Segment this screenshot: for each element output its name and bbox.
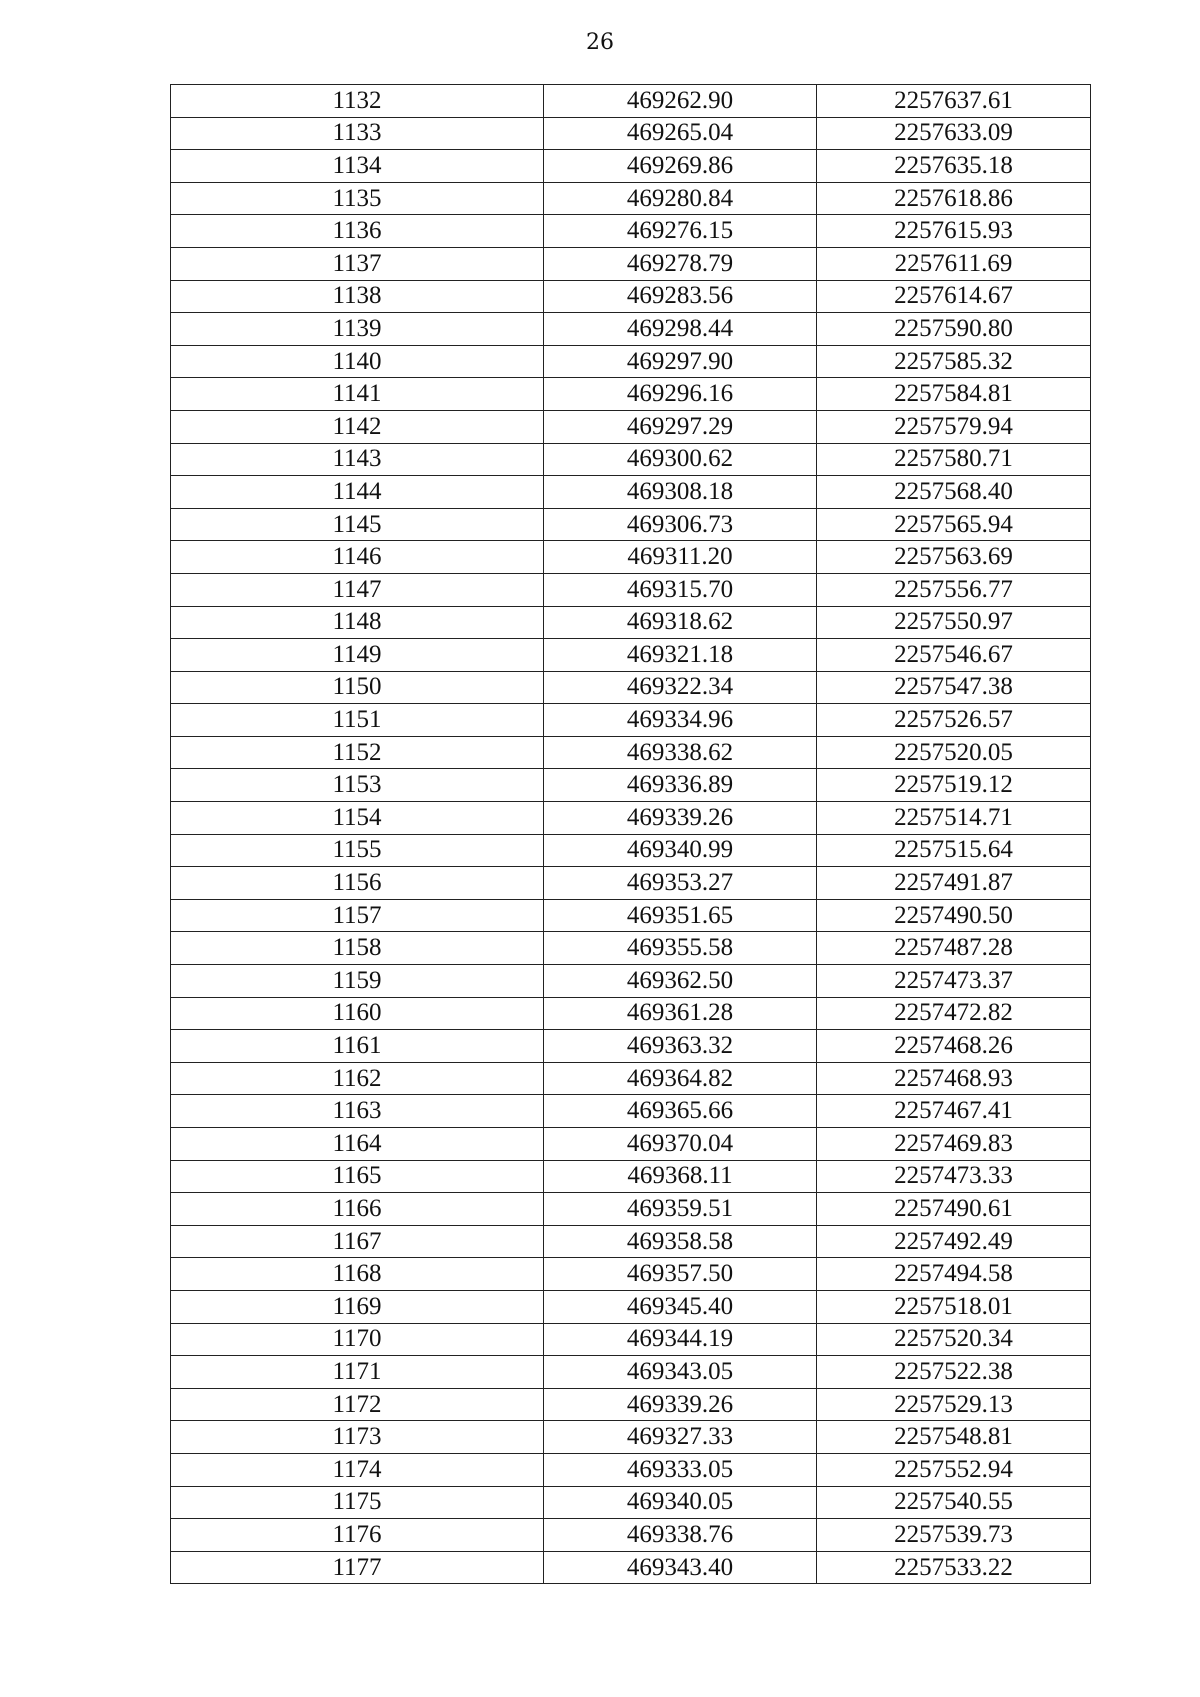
x-coordinate-cell: 469358.58 — [544, 1225, 817, 1258]
table-row — [171, 997, 1091, 1030]
table-row — [171, 639, 1091, 672]
x-coordinate-cell: 469351.65 — [544, 899, 817, 932]
table-row — [171, 736, 1091, 769]
table-row — [171, 769, 1091, 802]
x-coordinate-cell: 469306.73 — [544, 508, 817, 541]
y-coordinate-cell: 2257515.64 — [817, 834, 1091, 867]
table-row — [171, 508, 1091, 541]
point-number-cell: 1163 — [171, 1095, 544, 1128]
x-coordinate-cell: 469339.26 — [544, 1388, 817, 1421]
point-number-cell: 1144 — [171, 476, 544, 509]
table-row — [171, 1062, 1091, 1095]
y-coordinate-cell: 2257473.37 — [817, 965, 1091, 998]
y-coordinate-cell: 2257469.83 — [817, 1128, 1091, 1161]
x-coordinate-cell: 469345.40 — [544, 1290, 817, 1323]
y-coordinate-cell: 2257514.71 — [817, 802, 1091, 835]
table-row — [171, 215, 1091, 248]
coordinates-table — [170, 84, 1091, 1584]
table-row — [171, 1453, 1091, 1486]
page-number: 26 — [586, 30, 614, 55]
table-row — [171, 1030, 1091, 1063]
point-number-cell: 1151 — [171, 704, 544, 737]
x-coordinate-cell: 469339.26 — [544, 802, 817, 835]
point-number-cell: 1133 — [171, 117, 544, 150]
table-row — [171, 182, 1091, 215]
y-coordinate-cell: 2257492.49 — [817, 1225, 1091, 1258]
y-coordinate-cell: 2257533.22 — [817, 1551, 1091, 1584]
coordinates-table-body — [171, 85, 1091, 1584]
y-coordinate-cell: 2257540.55 — [817, 1486, 1091, 1519]
y-coordinate-cell: 2257637.61 — [817, 85, 1091, 118]
x-coordinate-cell: 469363.32 — [544, 1030, 817, 1063]
y-coordinate-cell: 2257580.71 — [817, 443, 1091, 476]
point-number-cell: 1162 — [171, 1062, 544, 1095]
y-coordinate-cell: 2257473.33 — [817, 1160, 1091, 1193]
y-coordinate-cell: 2257546.67 — [817, 639, 1091, 672]
point-number-cell: 1136 — [171, 215, 544, 248]
table-row — [171, 85, 1091, 118]
point-number-cell: 1161 — [171, 1030, 544, 1063]
y-coordinate-cell: 2257518.01 — [817, 1290, 1091, 1323]
x-coordinate-cell: 469280.84 — [544, 182, 817, 215]
y-coordinate-cell: 2257520.05 — [817, 736, 1091, 769]
x-coordinate-cell: 469269.86 — [544, 150, 817, 183]
point-number-cell: 1153 — [171, 769, 544, 802]
x-coordinate-cell: 469343.05 — [544, 1356, 817, 1389]
point-number-cell: 1173 — [171, 1421, 544, 1454]
y-coordinate-cell: 2257490.50 — [817, 899, 1091, 932]
table-row — [171, 899, 1091, 932]
point-number-cell: 1132 — [171, 85, 544, 118]
point-number-cell: 1145 — [171, 508, 544, 541]
y-coordinate-cell: 2257565.94 — [817, 508, 1091, 541]
point-number-cell: 1170 — [171, 1323, 544, 1356]
y-coordinate-cell: 2257472.82 — [817, 997, 1091, 1030]
table-row — [171, 1225, 1091, 1258]
table-row — [171, 932, 1091, 965]
table-row — [171, 1290, 1091, 1323]
point-number-cell: 1156 — [171, 867, 544, 900]
x-coordinate-cell: 469336.89 — [544, 769, 817, 802]
x-coordinate-cell: 469344.19 — [544, 1323, 817, 1356]
point-number-cell: 1139 — [171, 313, 544, 346]
point-number-cell: 1150 — [171, 671, 544, 704]
table-row — [171, 1388, 1091, 1421]
table-row — [171, 1128, 1091, 1161]
x-coordinate-cell: 469340.99 — [544, 834, 817, 867]
table-row — [171, 280, 1091, 313]
table-row — [171, 1160, 1091, 1193]
point-number-cell: 1147 — [171, 573, 544, 606]
x-coordinate-cell: 469283.56 — [544, 280, 817, 313]
point-number-cell: 1141 — [171, 378, 544, 411]
point-number-cell: 1157 — [171, 899, 544, 932]
point-number-cell: 1167 — [171, 1225, 544, 1258]
x-coordinate-cell: 469311.20 — [544, 541, 817, 574]
x-coordinate-cell: 469262.90 — [544, 85, 817, 118]
x-coordinate-cell: 469278.79 — [544, 247, 817, 280]
table-row — [171, 541, 1091, 574]
y-coordinate-cell: 2257490.61 — [817, 1193, 1091, 1226]
point-number-cell: 1160 — [171, 997, 544, 1030]
table-row — [171, 671, 1091, 704]
y-coordinate-cell: 2257487.28 — [817, 932, 1091, 965]
x-coordinate-cell: 469353.27 — [544, 867, 817, 900]
y-coordinate-cell: 2257468.93 — [817, 1062, 1091, 1095]
point-number-cell: 1159 — [171, 965, 544, 998]
x-coordinate-cell: 469321.18 — [544, 639, 817, 672]
y-coordinate-cell: 2257467.41 — [817, 1095, 1091, 1128]
point-number-cell: 1169 — [171, 1290, 544, 1323]
point-number-cell: 1138 — [171, 280, 544, 313]
x-coordinate-cell: 469298.44 — [544, 313, 817, 346]
x-coordinate-cell: 469333.05 — [544, 1453, 817, 1486]
x-coordinate-cell: 469297.90 — [544, 345, 817, 378]
point-number-cell: 1164 — [171, 1128, 544, 1161]
y-coordinate-cell: 2257563.69 — [817, 541, 1091, 574]
x-coordinate-cell: 469318.62 — [544, 606, 817, 639]
table-row — [171, 1486, 1091, 1519]
x-coordinate-cell: 469362.50 — [544, 965, 817, 998]
point-number-cell: 1158 — [171, 932, 544, 965]
table-row — [171, 573, 1091, 606]
table-row — [171, 1193, 1091, 1226]
point-number-cell: 1168 — [171, 1258, 544, 1291]
table-row — [171, 867, 1091, 900]
point-number-cell: 1155 — [171, 834, 544, 867]
table-row — [171, 965, 1091, 998]
y-coordinate-cell: 2257568.40 — [817, 476, 1091, 509]
x-coordinate-cell: 469338.62 — [544, 736, 817, 769]
table-row — [171, 704, 1091, 737]
y-coordinate-cell: 2257552.94 — [817, 1453, 1091, 1486]
point-number-cell: 1166 — [171, 1193, 544, 1226]
x-coordinate-cell: 469355.58 — [544, 932, 817, 965]
table-row — [171, 443, 1091, 476]
x-coordinate-cell: 469327.33 — [544, 1421, 817, 1454]
table-row — [171, 1551, 1091, 1584]
y-coordinate-cell: 2257611.69 — [817, 247, 1091, 280]
x-coordinate-cell: 469359.51 — [544, 1193, 817, 1226]
point-number-cell: 1137 — [171, 247, 544, 280]
point-number-cell: 1135 — [171, 182, 544, 215]
point-number-cell: 1142 — [171, 410, 544, 443]
x-coordinate-cell: 469340.05 — [544, 1486, 817, 1519]
point-number-cell: 1148 — [171, 606, 544, 639]
point-number-cell: 1177 — [171, 1551, 544, 1584]
point-number-cell: 1171 — [171, 1356, 544, 1389]
y-coordinate-cell: 2257468.26 — [817, 1030, 1091, 1063]
table-row — [171, 345, 1091, 378]
x-coordinate-cell: 469276.15 — [544, 215, 817, 248]
y-coordinate-cell: 2257494.58 — [817, 1258, 1091, 1291]
y-coordinate-cell: 2257584.81 — [817, 378, 1091, 411]
y-coordinate-cell: 2257529.13 — [817, 1388, 1091, 1421]
point-number-cell: 1152 — [171, 736, 544, 769]
point-number-cell: 1172 — [171, 1388, 544, 1421]
table-row — [171, 410, 1091, 443]
table-row — [171, 1095, 1091, 1128]
table-row — [171, 378, 1091, 411]
table-row — [171, 247, 1091, 280]
y-coordinate-cell: 2257579.94 — [817, 410, 1091, 443]
table-row — [171, 476, 1091, 509]
x-coordinate-cell: 469338.76 — [544, 1519, 817, 1552]
table-row — [171, 834, 1091, 867]
point-number-cell: 1174 — [171, 1453, 544, 1486]
x-coordinate-cell: 469368.11 — [544, 1160, 817, 1193]
point-number-cell: 1146 — [171, 541, 544, 574]
y-coordinate-cell: 2257548.81 — [817, 1421, 1091, 1454]
x-coordinate-cell: 469297.29 — [544, 410, 817, 443]
table-row — [171, 117, 1091, 150]
table-row — [171, 606, 1091, 639]
y-coordinate-cell: 2257522.38 — [817, 1356, 1091, 1389]
y-coordinate-cell: 2257519.12 — [817, 769, 1091, 802]
y-coordinate-cell: 2257614.67 — [817, 280, 1091, 313]
x-coordinate-cell: 469315.70 — [544, 573, 817, 606]
x-coordinate-cell: 469365.66 — [544, 1095, 817, 1128]
y-coordinate-cell: 2257618.86 — [817, 182, 1091, 215]
x-coordinate-cell: 469364.82 — [544, 1062, 817, 1095]
point-number-cell: 1149 — [171, 639, 544, 672]
y-coordinate-cell: 2257547.38 — [817, 671, 1091, 704]
y-coordinate-cell: 2257585.32 — [817, 345, 1091, 378]
table-row — [171, 1323, 1091, 1356]
x-coordinate-cell: 469296.16 — [544, 378, 817, 411]
y-coordinate-cell: 2257590.80 — [817, 313, 1091, 346]
table-row — [171, 1258, 1091, 1291]
y-coordinate-cell: 2257539.73 — [817, 1519, 1091, 1552]
table-row — [171, 802, 1091, 835]
point-number-cell: 1165 — [171, 1160, 544, 1193]
x-coordinate-cell: 469322.34 — [544, 671, 817, 704]
x-coordinate-cell: 469370.04 — [544, 1128, 817, 1161]
table-row — [171, 1421, 1091, 1454]
table-row — [171, 1519, 1091, 1552]
x-coordinate-cell: 469343.40 — [544, 1551, 817, 1584]
x-coordinate-cell: 469308.18 — [544, 476, 817, 509]
table-row — [171, 313, 1091, 346]
x-coordinate-cell: 469265.04 — [544, 117, 817, 150]
y-coordinate-cell: 2257633.09 — [817, 117, 1091, 150]
table-row — [171, 150, 1091, 183]
y-coordinate-cell: 2257550.97 — [817, 606, 1091, 639]
y-coordinate-cell: 2257526.57 — [817, 704, 1091, 737]
x-coordinate-cell: 469334.96 — [544, 704, 817, 737]
y-coordinate-cell: 2257491.87 — [817, 867, 1091, 900]
y-coordinate-cell: 2257635.18 — [817, 150, 1091, 183]
y-coordinate-cell: 2257520.34 — [817, 1323, 1091, 1356]
x-coordinate-cell: 469300.62 — [544, 443, 817, 476]
point-number-cell: 1140 — [171, 345, 544, 378]
x-coordinate-cell: 469357.50 — [544, 1258, 817, 1291]
x-coordinate-cell: 469361.28 — [544, 997, 817, 1030]
point-number-cell: 1143 — [171, 443, 544, 476]
table-row — [171, 1356, 1091, 1389]
point-number-cell: 1175 — [171, 1486, 544, 1519]
y-coordinate-cell: 2257556.77 — [817, 573, 1091, 606]
point-number-cell: 1134 — [171, 150, 544, 183]
y-coordinate-cell: 2257615.93 — [817, 215, 1091, 248]
point-number-cell: 1154 — [171, 802, 544, 835]
point-number-cell: 1176 — [171, 1519, 544, 1552]
